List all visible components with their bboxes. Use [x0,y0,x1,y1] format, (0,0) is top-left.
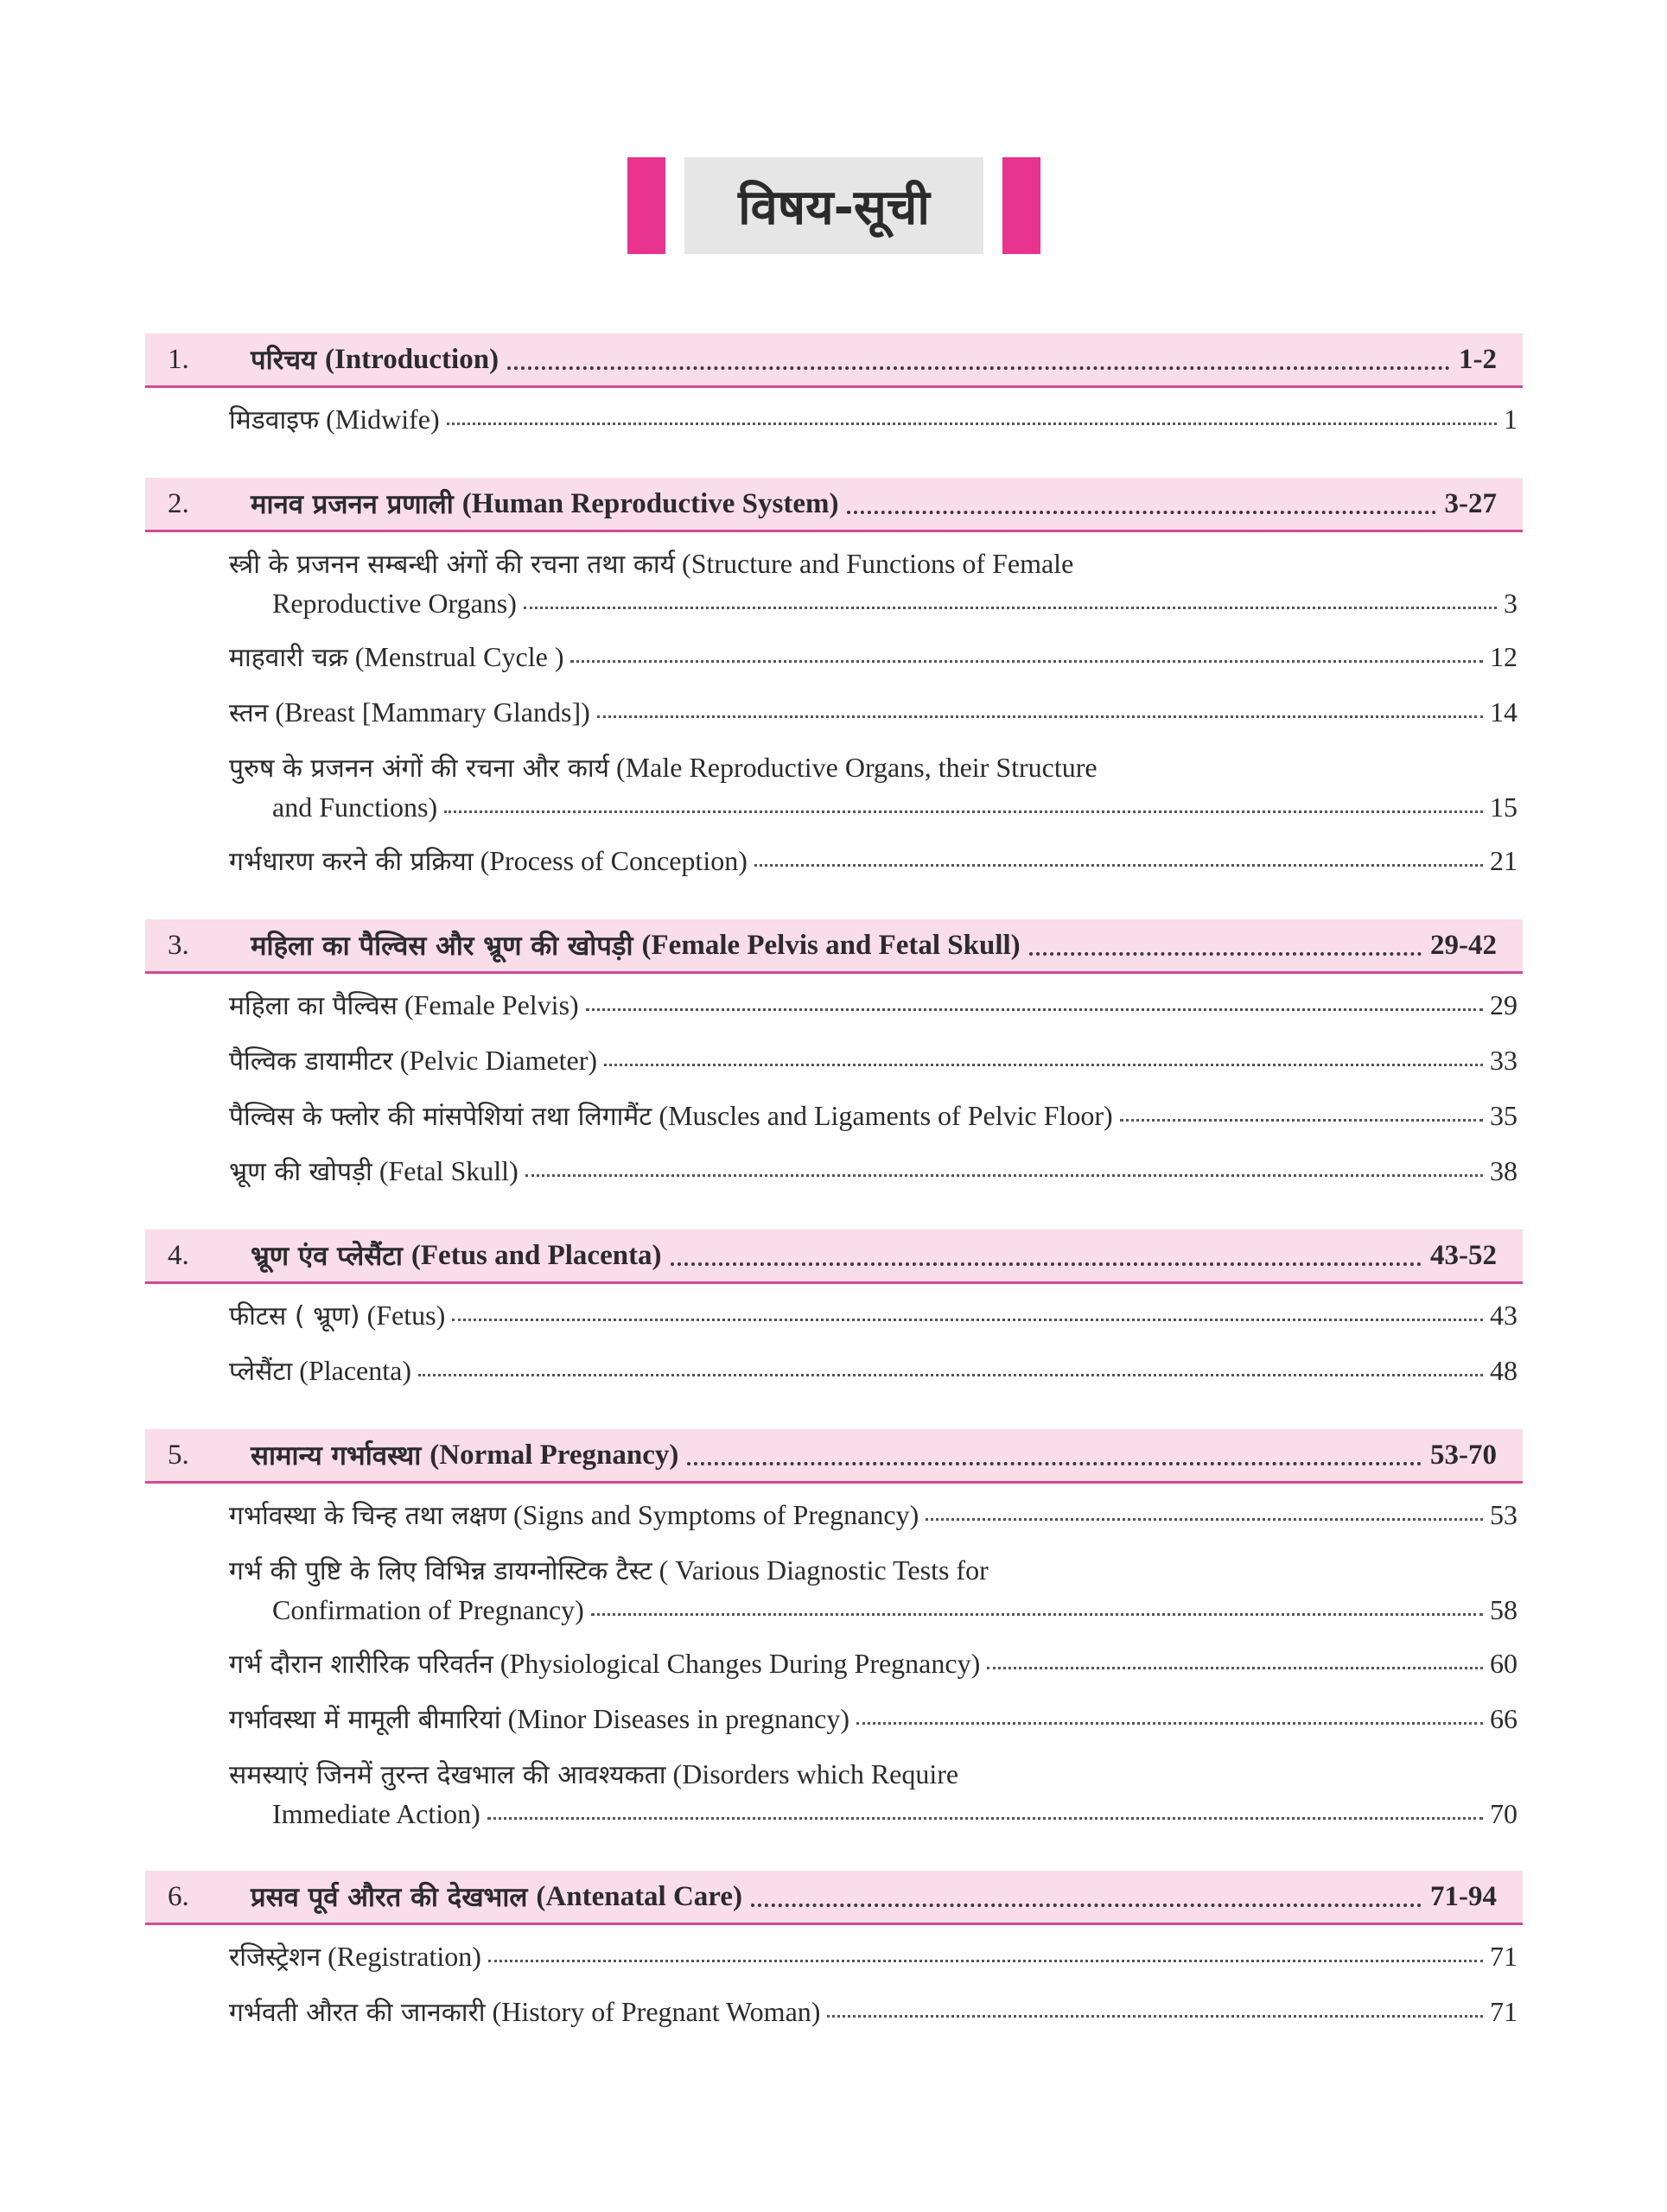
chapter-section [145,334,1523,461]
toc-entry[interactable] [229,1296,1517,1336]
dot-leader [926,1518,1483,1521]
entry-title-hindi: स्त्री के प्रजनन सम्बन्धी अंगों की रचना तथा कार्य [229,550,676,580]
toc-entry[interactable] [229,1496,1517,1535]
entry-title-english: (Midwife) [326,404,440,435]
entry-title-hindi: महिला का पैल्विस [229,991,398,1021]
toc-entry[interactable] [229,1152,1517,1192]
chapter-section [145,919,1523,1212]
toc-entry[interactable] [229,1096,1517,1136]
entry-line [229,638,1517,677]
entry-line [229,1937,1517,1977]
entry-first-line [229,1755,1517,1795]
chapter-entries [145,1484,1523,1853]
entry-page-number: 12 [1490,641,1517,672]
entry-page-number: 35 [1490,1100,1517,1131]
entry-title-hindi: गर्भ दौरान शारीरिक परिवर्तन [229,1649,493,1680]
toc-entry[interactable] [229,400,1517,440]
dot-leader [444,810,1483,813]
entry-title-hindi: मिडवाइफ [229,405,320,435]
chapter-title-english: (Human Reproductive System) [461,487,839,519]
entry-line [229,1296,1517,1336]
entry-line [229,986,1517,1026]
entry-title-english: (Female Pelvis) [404,989,579,1020]
entry-page-number: 71 [1490,1996,1517,2027]
entry-line [229,1096,1517,1136]
entry-title-hindi: स्तन [229,698,269,728]
dot-leader [687,1462,1422,1465]
entry-title-hindi: गर्भावस्था के चिन्ह तथा लक्षण [229,1501,506,1531]
dot-leader [1120,1119,1483,1122]
entry-first-line [229,544,1517,584]
entry-line [229,1993,1517,2032]
dot-leader [751,1904,1422,1907]
dot-leader [452,1319,1483,1321]
entry-title-english: (Breast [Mammary Glands]) [275,696,590,728]
entry-page-number: 43 [1490,1300,1517,1331]
dot-leader [488,1960,1483,1962]
chapter-entries [145,532,1523,902]
dot-leader [604,1064,1483,1066]
dot-leader [447,423,1497,425]
chapter-number: 6. [168,1880,189,1912]
toc-entry[interactable] [229,1351,1517,1391]
toc-entry[interactable] [229,1937,1517,1977]
toc-entry[interactable] [229,748,1517,826]
toc-entry[interactable] [229,1755,1517,1833]
chapter-heading[interactable] [145,334,1523,388]
entry-page-number: 1 [1504,404,1517,435]
title-banner [627,157,1040,254]
chapter-heading[interactable] [145,1429,1523,1484]
dot-leader [671,1262,1422,1266]
table-of-contents [145,334,1523,2070]
entry-page-number: 3 [1504,588,1517,619]
entry-title-hindi: पैल्विस के फ्लोर की मांसपेशियां तथा लिगामैंट [229,1102,652,1132]
entry-page-number: 21 [1490,845,1517,876]
chapter-title-english: (Normal Pregnancy) [429,1439,679,1471]
chapter-number: 5. [168,1439,189,1471]
toc-entry[interactable] [229,986,1517,1026]
entry-title-english: (Male Reproductive Organs, their Structure [616,752,1098,783]
entry-title-continuation: Confirmation of Pregnancy) [272,1594,584,1625]
chapter-page-range: 3-27 [1444,487,1497,519]
chapter-page-range: 29-42 [1430,929,1497,961]
entry-second-line [272,788,1517,826]
entry-second-line [272,1591,1517,1629]
toc-entry[interactable] [229,1993,1517,2032]
entry-title-hindi: गर्भवती औरत की जानकारी [229,1998,486,2028]
dot-leader [597,715,1483,718]
dot-leader [524,607,1497,609]
entry-title-continuation: Reproductive Organs) [272,588,517,619]
chapter-entries [145,388,1523,461]
chapter-page-range: 71-94 [1430,1880,1497,1912]
entry-page-number: 66 [1490,1703,1517,1734]
chapter-page-range: 53-70 [1430,1439,1497,1471]
page-title: विषय-सूची [684,157,983,254]
entry-line [229,400,1517,440]
entry-line [229,1152,1517,1192]
chapter-title-hindi: महिला का पैल्विस और भ्रूण की खोपड़ी [251,931,633,962]
entry-page-number: 53 [1490,1499,1517,1530]
chapter-page-range: 1-2 [1459,343,1497,375]
entry-line [229,1644,1517,1684]
entry-page-number: 48 [1490,1355,1517,1386]
entry-second-line [272,1795,1517,1833]
entry-title-hindi: गर्भावस्था में मामूली बीमारियां [229,1705,501,1735]
entry-page-number: 71 [1490,1941,1517,1972]
chapter-section [145,1871,1523,2053]
entry-first-line [229,748,1517,788]
title-accent-bar-left [627,157,665,254]
entry-title-hindi: फीटस ( भ्रूण) [229,1301,360,1332]
chapter-number: 2. [168,487,189,519]
entry-title-continuation: Immediate Action) [272,1798,480,1829]
entry-title-english: (Fetal Skull) [379,1155,519,1186]
chapter-heading[interactable] [145,478,1523,532]
dot-leader [591,1613,1483,1616]
entry-title-english: (Registration) [328,1941,481,1972]
entry-first-line [229,1551,1517,1591]
dot-leader [507,366,1450,370]
toc-entry[interactable] [229,1700,1517,1739]
entry-title-hindi: पैल्विक डायामीटर [229,1046,393,1077]
entry-page-number: 15 [1490,791,1517,823]
chapter-number: 3. [168,929,189,961]
entry-page-number: 38 [1490,1155,1517,1186]
chapter-title-hindi: प्रसव पूर्व औरत की देखभाल [251,1882,528,1913]
entry-page-number: 14 [1490,696,1517,728]
entry-second-line [272,584,1517,622]
entry-line [229,842,1517,881]
chapter-title-english: (Fetus and Placenta) [410,1239,662,1271]
entry-title-english: (Signs and Symptoms of Pregnancy) [512,1499,919,1530]
dot-leader [987,1667,1483,1669]
chapter-number: 4. [168,1239,189,1271]
chapter-title-hindi: भ्रूण एंव प्लेसैंटा [251,1241,403,1272]
toc-entry[interactable] [229,1644,1517,1684]
entry-page-number: 58 [1490,1594,1517,1625]
chapter-number: 1. [168,343,189,375]
dot-leader [570,660,1483,663]
entry-title-hindi: भ्रूण की खोपड़ी [229,1157,372,1187]
chapter-section [145,1429,1523,1853]
chapter-heading[interactable] [145,1230,1523,1284]
toc-entry[interactable] [229,842,1517,881]
chapter-heading[interactable] [145,1871,1523,1925]
toc-entry[interactable] [229,1041,1517,1081]
entry-title-english: (Pelvic Diameter) [399,1045,598,1076]
chapter-title-english: (Female Pelvis and Fetal Skull) [641,929,1021,961]
toc-entry[interactable] [229,544,1517,622]
dot-leader [1029,952,1422,956]
chapter-section [145,478,1523,902]
entry-title-english: (Structure and Functions of Female [682,548,1074,579]
entry-title-hindi: समस्याएं जिनमें तुरन्त देखभाल की आवश्यकता [229,1760,666,1790]
dot-leader [754,864,1483,867]
entry-title-english: (Menstrual Cycle ) [354,641,564,672]
entry-title-english: (Muscles and Ligaments of Pelvic Floor) [659,1100,1113,1131]
chapter-title-english: (Introduction) [324,343,499,375]
entry-title-english: (Disorders which Require [672,1758,959,1789]
toc-entry[interactable] [229,1551,1517,1629]
entry-page-number: 29 [1490,989,1517,1020]
entry-title-english: (Process of Conception) [480,845,748,876]
entry-page-number: 60 [1490,1648,1517,1679]
toc-entry[interactable] [229,638,1517,677]
entry-title-english: (Placenta) [299,1355,411,1386]
entry-page-number: 33 [1490,1045,1517,1076]
chapter-entries [145,1925,1523,2053]
entry-line [229,1041,1517,1081]
entry-title-hindi: पुरुष के प्रजनन अंगों की रचना और कार्य [229,753,610,784]
entry-page-number: 70 [1490,1798,1517,1829]
chapter-heading[interactable] [145,919,1523,974]
chapter-entries [145,974,1523,1212]
entry-line [229,1351,1517,1391]
dot-leader [856,1722,1483,1725]
chapter-page-range: 43-52 [1430,1239,1497,1271]
dot-leader [418,1374,1483,1376]
chapter-title-hindi: सामान्य गर्भावस्था [251,1440,422,1471]
dot-leader [827,2015,1483,2018]
chapter-entries [145,1284,1523,1412]
chapter-title-english: (Antenatal Care) [536,1880,742,1912]
entry-title-english: ( Various Diagnostic Tests for [659,1554,989,1586]
entry-title-english: (History of Pregnant Woman) [492,1996,821,2027]
entry-title-hindi: गर्भधारण करने की प्रक्रिया [229,847,474,877]
dot-leader [847,511,1435,514]
entry-title-hindi: प्लेसैंटा [229,1357,293,1387]
chapter-section [145,1230,1523,1412]
entry-line [229,693,1517,733]
title-accent-bar-right [1002,157,1040,254]
entry-title-hindi: रजिस्ट्रेशन [229,1942,321,1973]
dot-leader [487,1817,1483,1820]
entry-title-continuation: and Functions) [272,791,438,823]
chapter-title-hindi: मानव प्रजनन प्रणाली [251,489,454,520]
toc-entry[interactable] [229,693,1517,733]
entry-line [229,1700,1517,1739]
entry-line [229,1496,1517,1535]
entry-title-english: (Fetus) [366,1300,446,1331]
chapter-title-hindi: परिचय [251,345,316,376]
entry-title-english: (Physiological Changes During Pregnancy) [499,1648,981,1679]
entry-title-hindi: गर्भ की पुष्टि के लिए विभिन्न डायग्नोस्टिक टैस्ट [229,1556,652,1586]
entry-title-english: (Minor Diseases in pregnancy) [507,1703,850,1734]
dot-leader [586,1008,1483,1011]
dot-leader [525,1174,1483,1177]
entry-title-hindi: माहवारी चक्र [229,643,348,673]
